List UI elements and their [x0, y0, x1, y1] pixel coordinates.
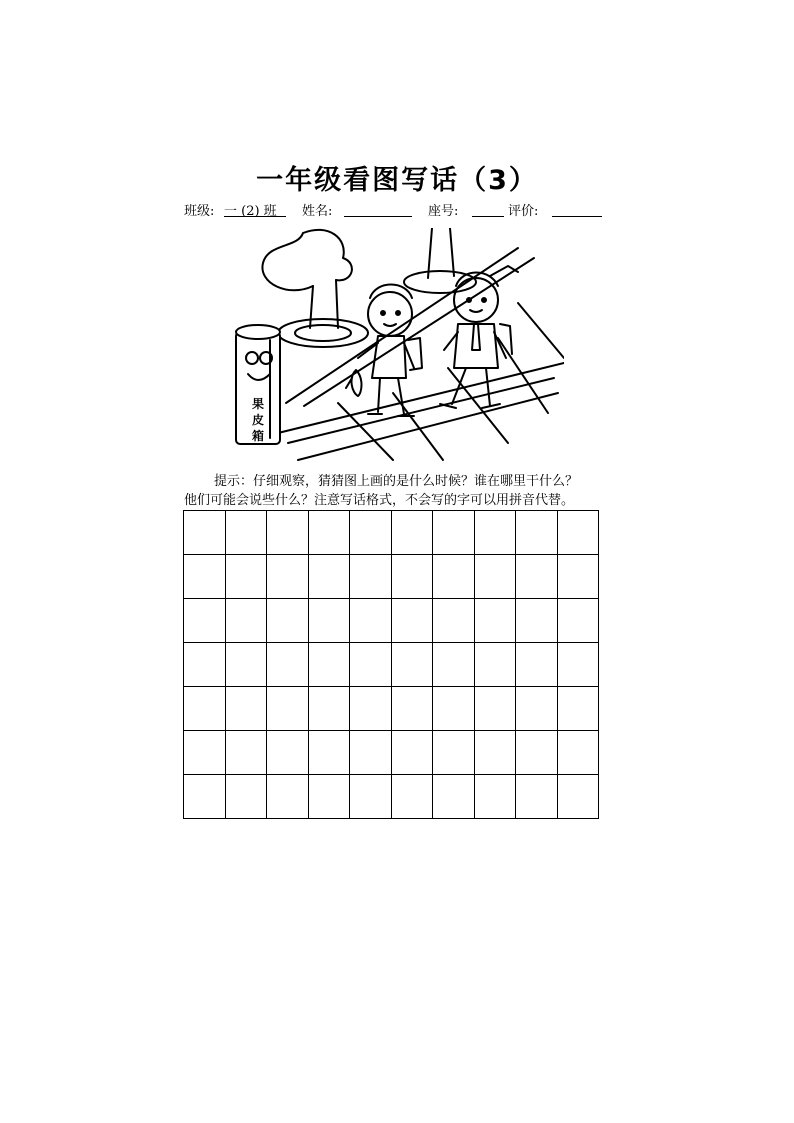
writing-cell[interactable] — [308, 599, 350, 643]
writing-cell[interactable] — [516, 731, 558, 775]
writing-cell[interactable] — [267, 731, 309, 775]
writing-cell[interactable] — [516, 643, 558, 687]
writing-cell[interactable] — [225, 599, 267, 643]
bin-char-1: 果 — [252, 397, 265, 411]
writing-cell[interactable] — [225, 511, 267, 555]
writing-cell[interactable] — [557, 775, 599, 819]
writing-cell[interactable] — [516, 555, 558, 599]
class-label: 班级: — [184, 204, 215, 219]
grid-row — [184, 775, 599, 819]
writing-cell[interactable] — [433, 555, 475, 599]
writing-cell[interactable] — [391, 599, 433, 643]
writing-cell[interactable] — [225, 643, 267, 687]
bin-char-2: 皮 — [252, 413, 265, 427]
grid-row — [184, 599, 599, 643]
writing-cell[interactable] — [474, 511, 516, 555]
writing-cell[interactable] — [391, 775, 433, 819]
grid-row — [184, 687, 599, 731]
grid-row — [184, 731, 599, 775]
writing-cell[interactable] — [557, 643, 599, 687]
seat-field[interactable] — [472, 200, 504, 217]
writing-cell[interactable] — [557, 731, 599, 775]
writing-cell[interactable] — [184, 555, 226, 599]
class-value: 一 (2) 班 — [224, 200, 286, 217]
writing-cell[interactable] — [433, 731, 475, 775]
worksheet-title: 一年级看图写话（3） — [256, 165, 538, 196]
writing-cell[interactable] — [225, 731, 267, 775]
writing-grid — [183, 510, 599, 819]
grade-label: 评价: — [508, 204, 539, 219]
writing-cell[interactable] — [308, 731, 350, 775]
writing-cell[interactable] — [433, 775, 475, 819]
grade-field[interactable] — [552, 200, 602, 217]
grid-row — [184, 511, 599, 555]
writing-cell[interactable] — [225, 775, 267, 819]
writing-cell[interactable] — [225, 687, 267, 731]
writing-cell[interactable] — [391, 687, 433, 731]
grid-row — [184, 555, 599, 599]
seat-label: 座号: — [428, 204, 459, 219]
hint-line-1: 提示：仔细观察，猜猜图上画的是什么时候？谁在哪里干什么？ — [214, 474, 579, 489]
writing-cell[interactable] — [225, 555, 267, 599]
writing-cell[interactable] — [308, 643, 350, 687]
writing-cell[interactable] — [267, 511, 309, 555]
writing-cell[interactable] — [474, 687, 516, 731]
student-info-row — [184, 200, 614, 220]
picture-illustration — [218, 228, 564, 469]
writing-cell[interactable] — [557, 687, 599, 731]
writing-cell[interactable] — [516, 687, 558, 731]
writing-cell[interactable] — [433, 511, 475, 555]
writing-cell[interactable] — [391, 643, 433, 687]
hint-line-2: 他们可能会说些什么？注意写话格式，不会写的字可以用拼音代替。 — [184, 493, 575, 508]
writing-cell[interactable] — [350, 599, 392, 643]
name-field[interactable] — [344, 200, 412, 217]
bin-char-3: 箱 — [252, 429, 265, 443]
name-label: 姓名: — [302, 204, 333, 219]
writing-cell[interactable] — [557, 599, 599, 643]
writing-cell[interactable] — [184, 511, 226, 555]
writing-cell[interactable] — [516, 599, 558, 643]
writing-cell[interactable] — [391, 731, 433, 775]
writing-cell[interactable] — [433, 643, 475, 687]
writing-cell[interactable] — [474, 555, 516, 599]
writing-cell[interactable] — [184, 775, 226, 819]
writing-cell[interactable] — [350, 687, 392, 731]
writing-cell[interactable] — [516, 511, 558, 555]
writing-cell[interactable] — [516, 775, 558, 819]
writing-cell[interactable] — [184, 643, 226, 687]
writing-cell[interactable] — [184, 599, 226, 643]
writing-cell[interactable] — [308, 687, 350, 731]
writing-cell[interactable] — [267, 555, 309, 599]
writing-cell[interactable] — [557, 555, 599, 599]
writing-cell[interactable] — [267, 599, 309, 643]
writing-cell[interactable] — [184, 687, 226, 731]
writing-cell[interactable] — [267, 775, 309, 819]
writing-cell[interactable] — [391, 511, 433, 555]
writing-cell[interactable] — [474, 643, 516, 687]
writing-cell[interactable] — [350, 775, 392, 819]
grid-row — [184, 643, 599, 687]
writing-cell[interactable] — [350, 731, 392, 775]
writing-cell[interactable] — [267, 643, 309, 687]
writing-cell[interactable] — [474, 599, 516, 643]
writing-cell[interactable] — [474, 731, 516, 775]
writing-cell[interactable] — [433, 687, 475, 731]
writing-cell[interactable] — [391, 555, 433, 599]
writing-cell[interactable] — [350, 555, 392, 599]
writing-cell[interactable] — [557, 511, 599, 555]
writing-cell[interactable] — [350, 511, 392, 555]
illustration-svg — [218, 228, 564, 464]
writing-cell[interactable] — [267, 687, 309, 731]
writing-cell[interactable] — [474, 775, 516, 819]
writing-cell[interactable] — [184, 731, 226, 775]
writing-cell[interactable] — [308, 555, 350, 599]
writing-cell[interactable] — [308, 775, 350, 819]
writing-cell[interactable] — [308, 511, 350, 555]
writing-cell[interactable] — [350, 643, 392, 687]
writing-cell[interactable] — [433, 599, 475, 643]
